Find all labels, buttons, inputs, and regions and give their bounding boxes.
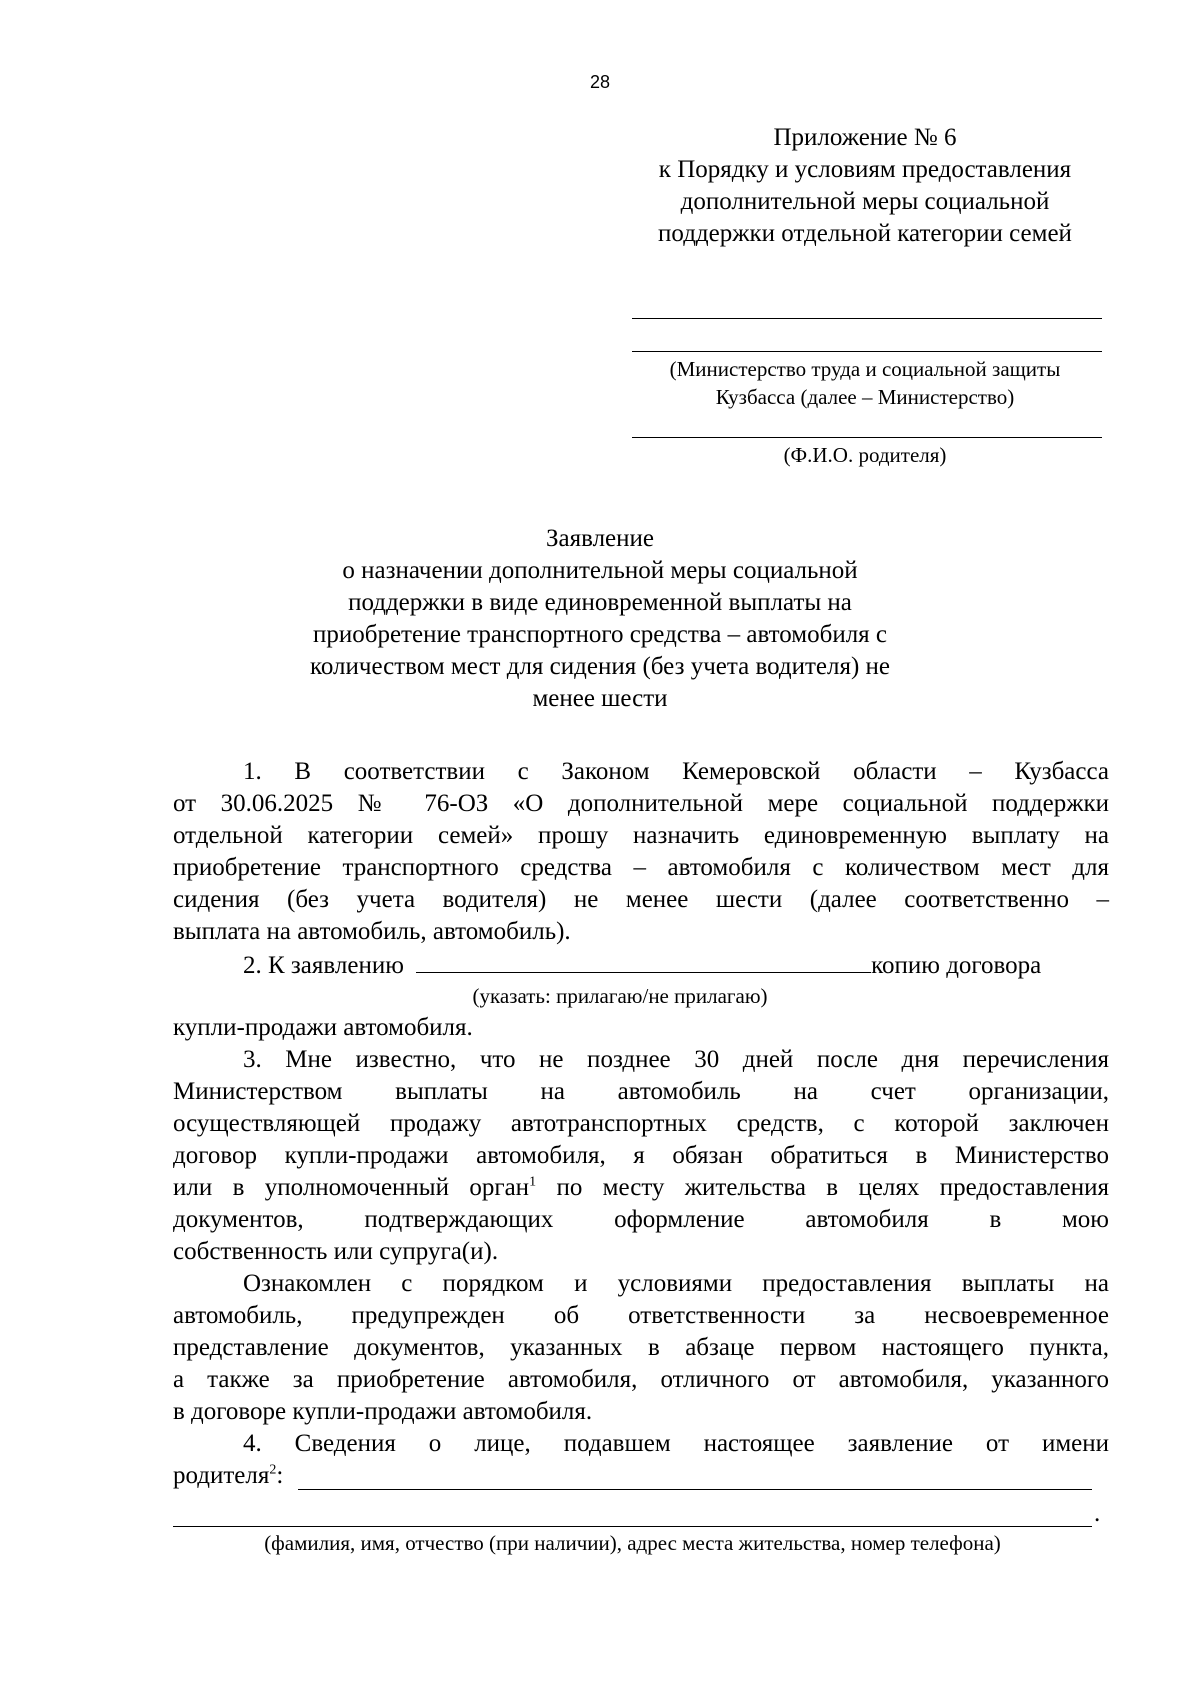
document-title: [250, 523, 950, 715]
paragraph-1-line: 1. В соответствии с Законом Кемеровской области – Кузбасса: [243, 758, 1109, 785]
paragraph-2-line: [173, 948, 1109, 982]
ministry-blank-line-1[interactable]: [632, 318, 1102, 319]
paragraph-3-line-5-start: или в уполномоченный орган: [173, 1174, 530, 1201]
footnote-ref-1: 1: [529, 1174, 537, 1190]
applicant-blank-line-2[interactable]: [173, 1526, 1092, 1527]
appendix-line: Приложение № 6: [773, 124, 957, 151]
paragraph-3-line: [173, 1172, 1109, 1204]
ministry-caption: [620, 355, 1110, 411]
paragraph-3-line: 3. Мне известно, что не позднее 30 дней после дня перечисления: [243, 1046, 1109, 1073]
paragraph-1-line: выплата на автомобиль, автомобиль).: [173, 918, 571, 945]
appendix-line: к Порядку и условиям предоставления: [658, 156, 1072, 183]
ministry-caption-line: Кузбасса (далее – Министерство): [715, 385, 1015, 409]
title-line: менее шести: [532, 685, 668, 712]
attachment-caption: (указать: прилагаю/не прилагаю): [472, 984, 768, 1008]
applicant-end-period: .: [1094, 1500, 1101, 1527]
paragraph-3-line: Министерством выплаты на автомобиль на счет организации,: [173, 1078, 1109, 1105]
applicant-caption: (фамилия, имя, отчество (при наличии), адрес места жительства, номер телефона): [264, 1531, 1001, 1555]
ministry-caption-line: (Министерство труда и социальной защиты: [669, 357, 1061, 381]
title-line: Заявление: [545, 525, 655, 552]
appendix-line: дополнительной меры социальной: [680, 188, 1050, 215]
paragraph-3-line-5-end: по месту жительства в целях предоставления: [536, 1174, 1109, 1201]
appendix-heading: [620, 122, 1110, 250]
paragraph-1-line: сидения (без учета водителя) не менее шести (далее соответственно –: [173, 886, 1109, 913]
paragraph-3-line: договор купли-продажи автомобиля, я обязан обратиться в Министерство: [173, 1142, 1109, 1169]
parent-name-blank-line[interactable]: [632, 437, 1102, 438]
paragraph-3b-line: а также за приобретение автомобиля, отличного от автомобиля, указанного: [173, 1366, 1109, 1393]
paragraph-2-suffix: копию договора: [871, 952, 1042, 979]
paragraph-4-line: [173, 1460, 1109, 1492]
paragraph-2-prefix: 2. К заявлению: [243, 952, 404, 979]
footnote-ref-2: 2: [269, 1462, 277, 1478]
paragraph-1-line: от 30.06.2025 № 76-ОЗ «О дополнительной мере социальной поддержки: [173, 790, 1109, 817]
page-number: 28: [589, 72, 611, 92]
paragraph-3-line: собственность или супруга(и).: [173, 1238, 499, 1265]
ministry-blank-line-2[interactable]: [632, 351, 1102, 352]
paragraph-2-continuation: купли-продажи автомобиля.: [173, 1014, 473, 1041]
paragraph-3-line: осуществляющей продажу автотранспортных средств, с которой заключен: [173, 1110, 1109, 1137]
applicant-blank-line-1[interactable]: [298, 1489, 1092, 1490]
parent-name-caption: (Ф.И.О. родителя): [783, 443, 947, 467]
title-line: поддержки в виде единовременной выплаты на: [348, 589, 852, 616]
paragraph-1-line: приобретение транспортного средства – автомобиля с количеством мест для: [173, 854, 1109, 881]
title-line: количеством мест для сидения (без учета водителя) не: [309, 653, 891, 680]
appendix-line: поддержки отдельной категории семей: [658, 220, 1072, 247]
paragraph-3b-line: Ознакомлен с порядком и условиями предоставления выплаты на: [243, 1270, 1109, 1297]
paragraph-4-prefix: родителя: [173, 1462, 270, 1489]
title-line: о назначении дополнительной меры социальной: [342, 557, 858, 584]
title-line: приобретение транспортного средства – автомобиля с: [312, 621, 888, 648]
paragraph-3-line: документов, подтверждающих оформление автомобиля в мою: [173, 1206, 1109, 1233]
paragraph-3b-line: автомобиль, предупрежден об ответственности за несвоевременное: [173, 1302, 1109, 1329]
paragraph-3b-line: в договоре купли-продажи автомобиля.: [173, 1398, 593, 1425]
attachment-blank-line[interactable]: [416, 948, 871, 973]
paragraph-4-line: 4. Сведения о лице, подавшем настоящее заявление от имени: [243, 1430, 1109, 1457]
paragraph-3b-line: представление документов, указанных в абзаце первом настоящего пункта,: [173, 1334, 1109, 1361]
paragraph-1-line: отдельной категории семей» прошу назначить единовременную выплату на: [173, 822, 1109, 849]
paragraph-4-colon: :: [276, 1462, 284, 1489]
